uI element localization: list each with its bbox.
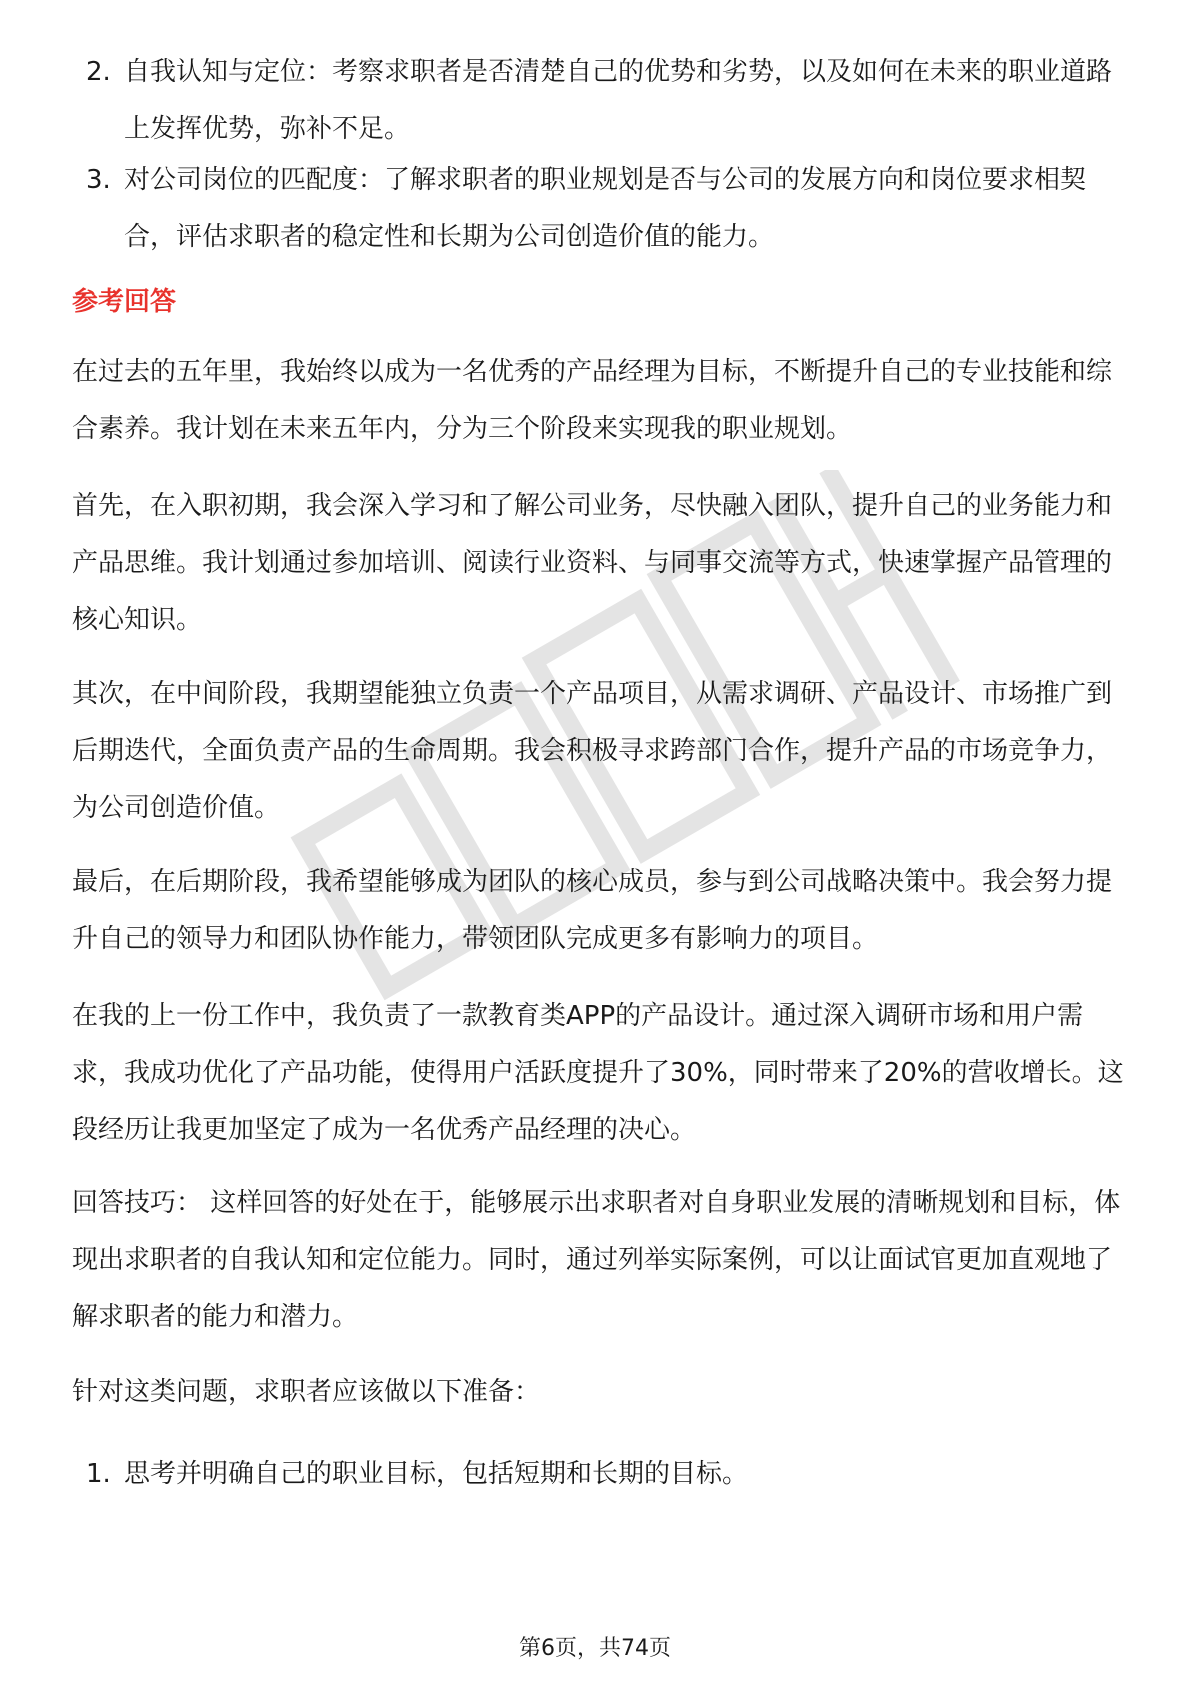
- list-item: [72, 1446, 1132, 1503]
- paragraph: 最后，在后期阶段，我希望能够成为团队的核心成员，参与到公司战略决策中。我会努力提升自己的领导力和团队协作能力，带领团队完成更多有影响力的项目。: [72, 867, 1113, 954]
- list-item-text: 自我认知与定位：考察求职者是否清楚自己的优势和劣势，以及如何在未来的职业道路上发挥优势，弥补不足。: [124, 57, 1113, 144]
- paragraph: 在我的上一份工作中，我负责了一款教育类APP的产品设计。通过深入调研市场和用户需求，我成功优化了产品功能，使得用户活跃度提升了30%，同时带来了20%的营收增长。这段经历让我更加坚定了成为一名优秀产品经理的决心。: [72, 1001, 1124, 1145]
- paragraph: 首先，在入职初期，我会深入学习和了解公司业务，尽快融入团队，提升自己的业务能力和产品思维。我计划通过参加培训、阅读行业资料、与同事交流等方式，快速掌握产品管理的核心知识。: [72, 491, 1113, 635]
- list-item: [72, 44, 1132, 158]
- paragraph: 在过去的五年里，我始终以成为一名优秀的产品经理为目标，不断提升自己的专业技能和综合素养。我计划在未来五年内，分为三个阶段来实现我的职业规划。: [72, 357, 1113, 444]
- list-number: 2.: [86, 57, 111, 87]
- paragraph: 针对这类问题，求职者应该做以下准备：: [72, 1377, 541, 1407]
- paragraph: 其次，在中间阶段，我期望能独立负责一个产品项目，从需求调研、产品设计、市场推广到后期迭代，全面负责产品的生命周期。我会积极寻求跨部门合作，提升产品的市场竞争力，为公司创造价值。: [72, 679, 1113, 823]
- list-item: [72, 152, 1132, 266]
- list-number: 1.: [86, 1459, 111, 1489]
- list-item-text: 思考并明确自己的职业目标，包括短期和长期的目标。: [124, 1459, 749, 1489]
- paragraph: 回答技巧： 这样回答的好处在于，能够展示出求职者对自身职业发展的清晰规划和目标，体现出求职者的自我认知和定位能力。同时，通过列举实际案例，可以让面试官更加直观地了解求职者的能力和潜力。: [72, 1188, 1121, 1332]
- section-heading: 参考回答: [72, 287, 177, 317]
- list-number: 3.: [86, 165, 111, 195]
- list-item-text: 对公司岗位的匹配度：了解求职者的职业规划是否与公司的发展方向和岗位要求相契合，评估求职者的稳定性和长期为公司创造价值的能力。: [124, 165, 1087, 252]
- page-footer: 第6页，共74页: [519, 1636, 671, 1661]
